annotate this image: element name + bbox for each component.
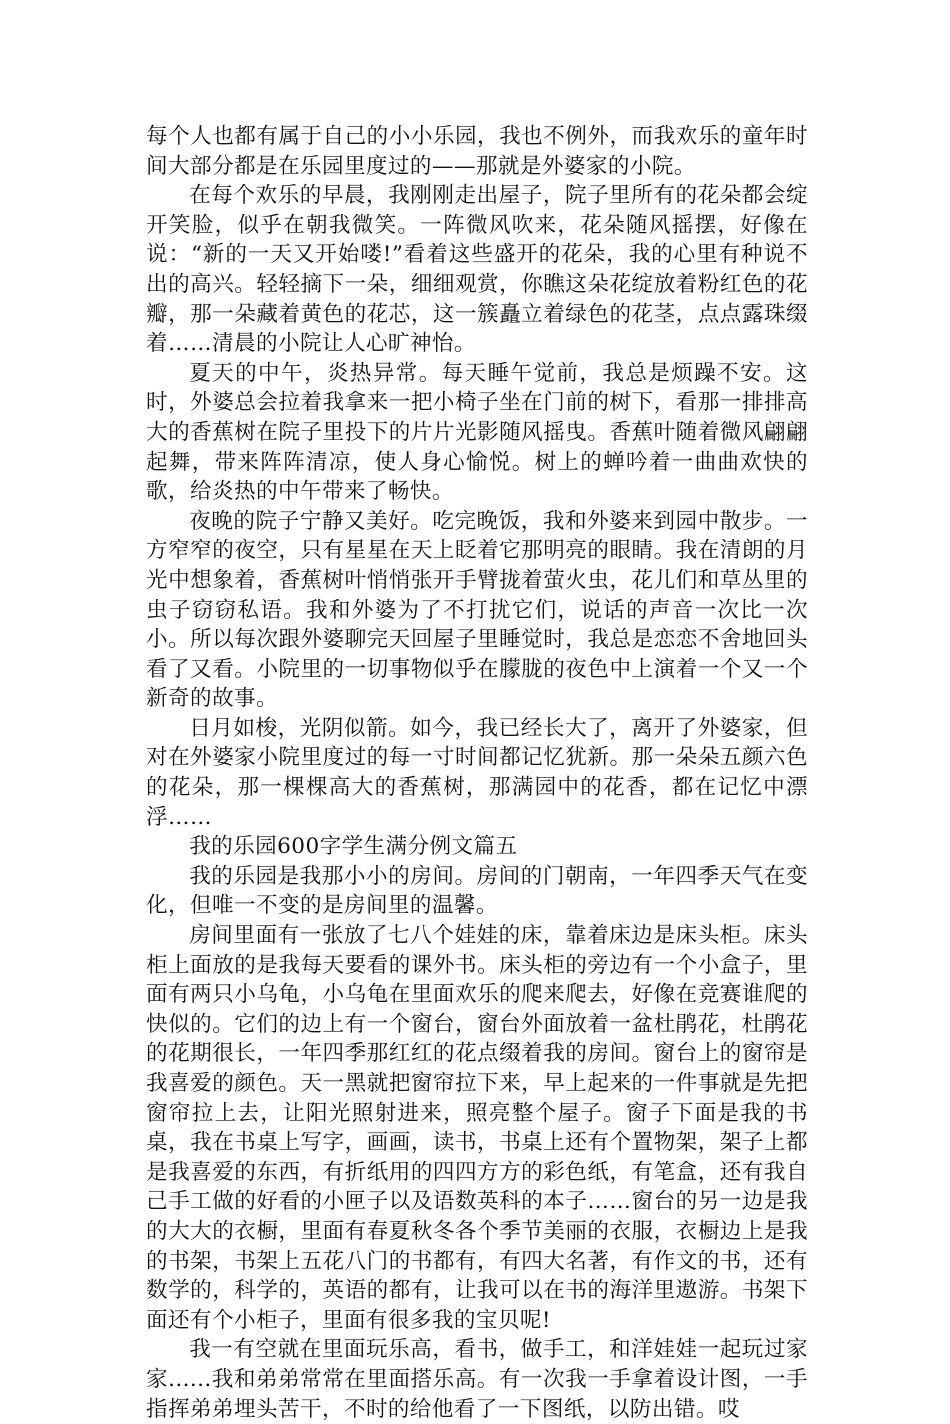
paragraph-morning: 在每个欢乐的早晨，我刚刚走出屋子，院子里所有的花朵都会绽开笑脸，似乎在朝我微笑。一阵微风吹来，花朵随风摇摆，好像在说：“新的一天又开始喽!”看着这些盛开的花朵，我的心里有种说不出的高兴。轻轻摘下一朵，细细观赏，你瞧这朵花绽放着粉红色的花瓣，那一朵藏着黄色的花芯，这一簇矗立着绿色的花茎，点点露珠缀着……清晨的小院让人心旷神怡。 [146,183,808,357]
paragraph-room-intro: 我的乐园是我那小小的房间。房间的门朝南，一年四季天气在变化，但唯一不变的是房间里的温馨。 [146,863,808,919]
document-body [146,122,808,1424]
paragraph-intro: 每个人也都有属于自己的小小乐园，我也不例外，而我欢乐的童年时间大部分都是在乐园里度过的——那就是外婆家的小院。 [146,124,808,179]
paragraph-noon: 夏天的中午，炎热异常。每天睡午觉前，我总是烦躁不安。这时，外婆总会拉着我拿来一把小椅子坐在门前的树下，看那一排排高大的香蕉树在院子里投下的片片光影随风摇曳。香蕉叶随着微风翩翩起舞，带来阵阵清凉，使人身心愉悦。树上的蝉吟着一曲曲欢快的歌，给炎热的中午带来了畅快。 [146,360,808,505]
paragraph-room-description: 房间里面有一张放了七八个娃娃的床，靠着床边是床头柜。床头柜上面放的是我每天要看的课外书。床头柜的旁边有一个小盒子，里面有两只小乌龟，小乌龟在里面欢乐的爬来爬去，好像在竞赛谁爬的快似的。它们的边上有一个窗台，窗台外面放着一盆杜鹃花，杜鹃花的花期很长，一年四季那红红的花点缀着我的房间。窗台上的窗帘是我喜爱的颜色。天一黑就把窗帘拉下来，早上起来的一件事就是先把窗帘拉上去，让阳光照射进来，照亮整个屋子。窗子下面是我的书桌，我在书桌上写字，画画，读书，书桌上还有个置物架，架子上都是我喜爱的东西，有折纸用的四四方方的彩色纸，有笔盒，还有我自己手工做的好看的小匣子以及语数英科的本子……窗台的另一边是我的大大的衣橱，里面有春夏秋冬各个季节美丽的衣服，衣橱边上是我的书架，书架上五花八门的书都有，有四大名著，有作文的书，还有数学的，科学的，英语的都有，让我可以在书的海洋里遨游。书架下面还有个小柜子，里面有很多我的宝贝呢! [146,923,808,1333]
section-heading: 我的乐园600字学生满分例文篇五 [189,834,518,860]
paragraph-play: 我一有空就在里面玩乐高，看书，做手工，和洋娃娃一起玩过家家......我和弟弟常常在里面搭乐高。有一次我一手拿着设计图，一手指挥弟弟埋头苦干，不时的给他看了一下图纸，以防出错。哎 [146,1337,808,1422]
paragraph-night: 夜晚的院子宁静又美好。吃完晚饭，我和外婆来到园中散步。一方窄窄的夜空，只有星星在天上眨着它那明亮的眼睛。我在清朗的月光中想象着，香蕉树叶悄悄张开手臂拢着萤火虫，花儿们和草丛里的虫子窃窃私语。我和外婆为了不打扰它们，说话的声音一次比一次小。所以每次跟外婆聊完天回屋子里睡觉时，我总是恋恋不舍地回头看了又看。小院里的一切事物似乎在朦胧的夜色中上演着一个又一个新奇的故事。 [146,508,808,712]
paragraph-memory: 日月如梭，光阴似箭。如今，我已经长大了，离开了外婆家，但对在外婆家小院里度过的每一寸时间都记忆犹新。那一朵朵五颜六色的花朵，那一棵棵高大的香蕉树，那满园中的花香，都在记忆中漂浮…… [146,715,808,830]
